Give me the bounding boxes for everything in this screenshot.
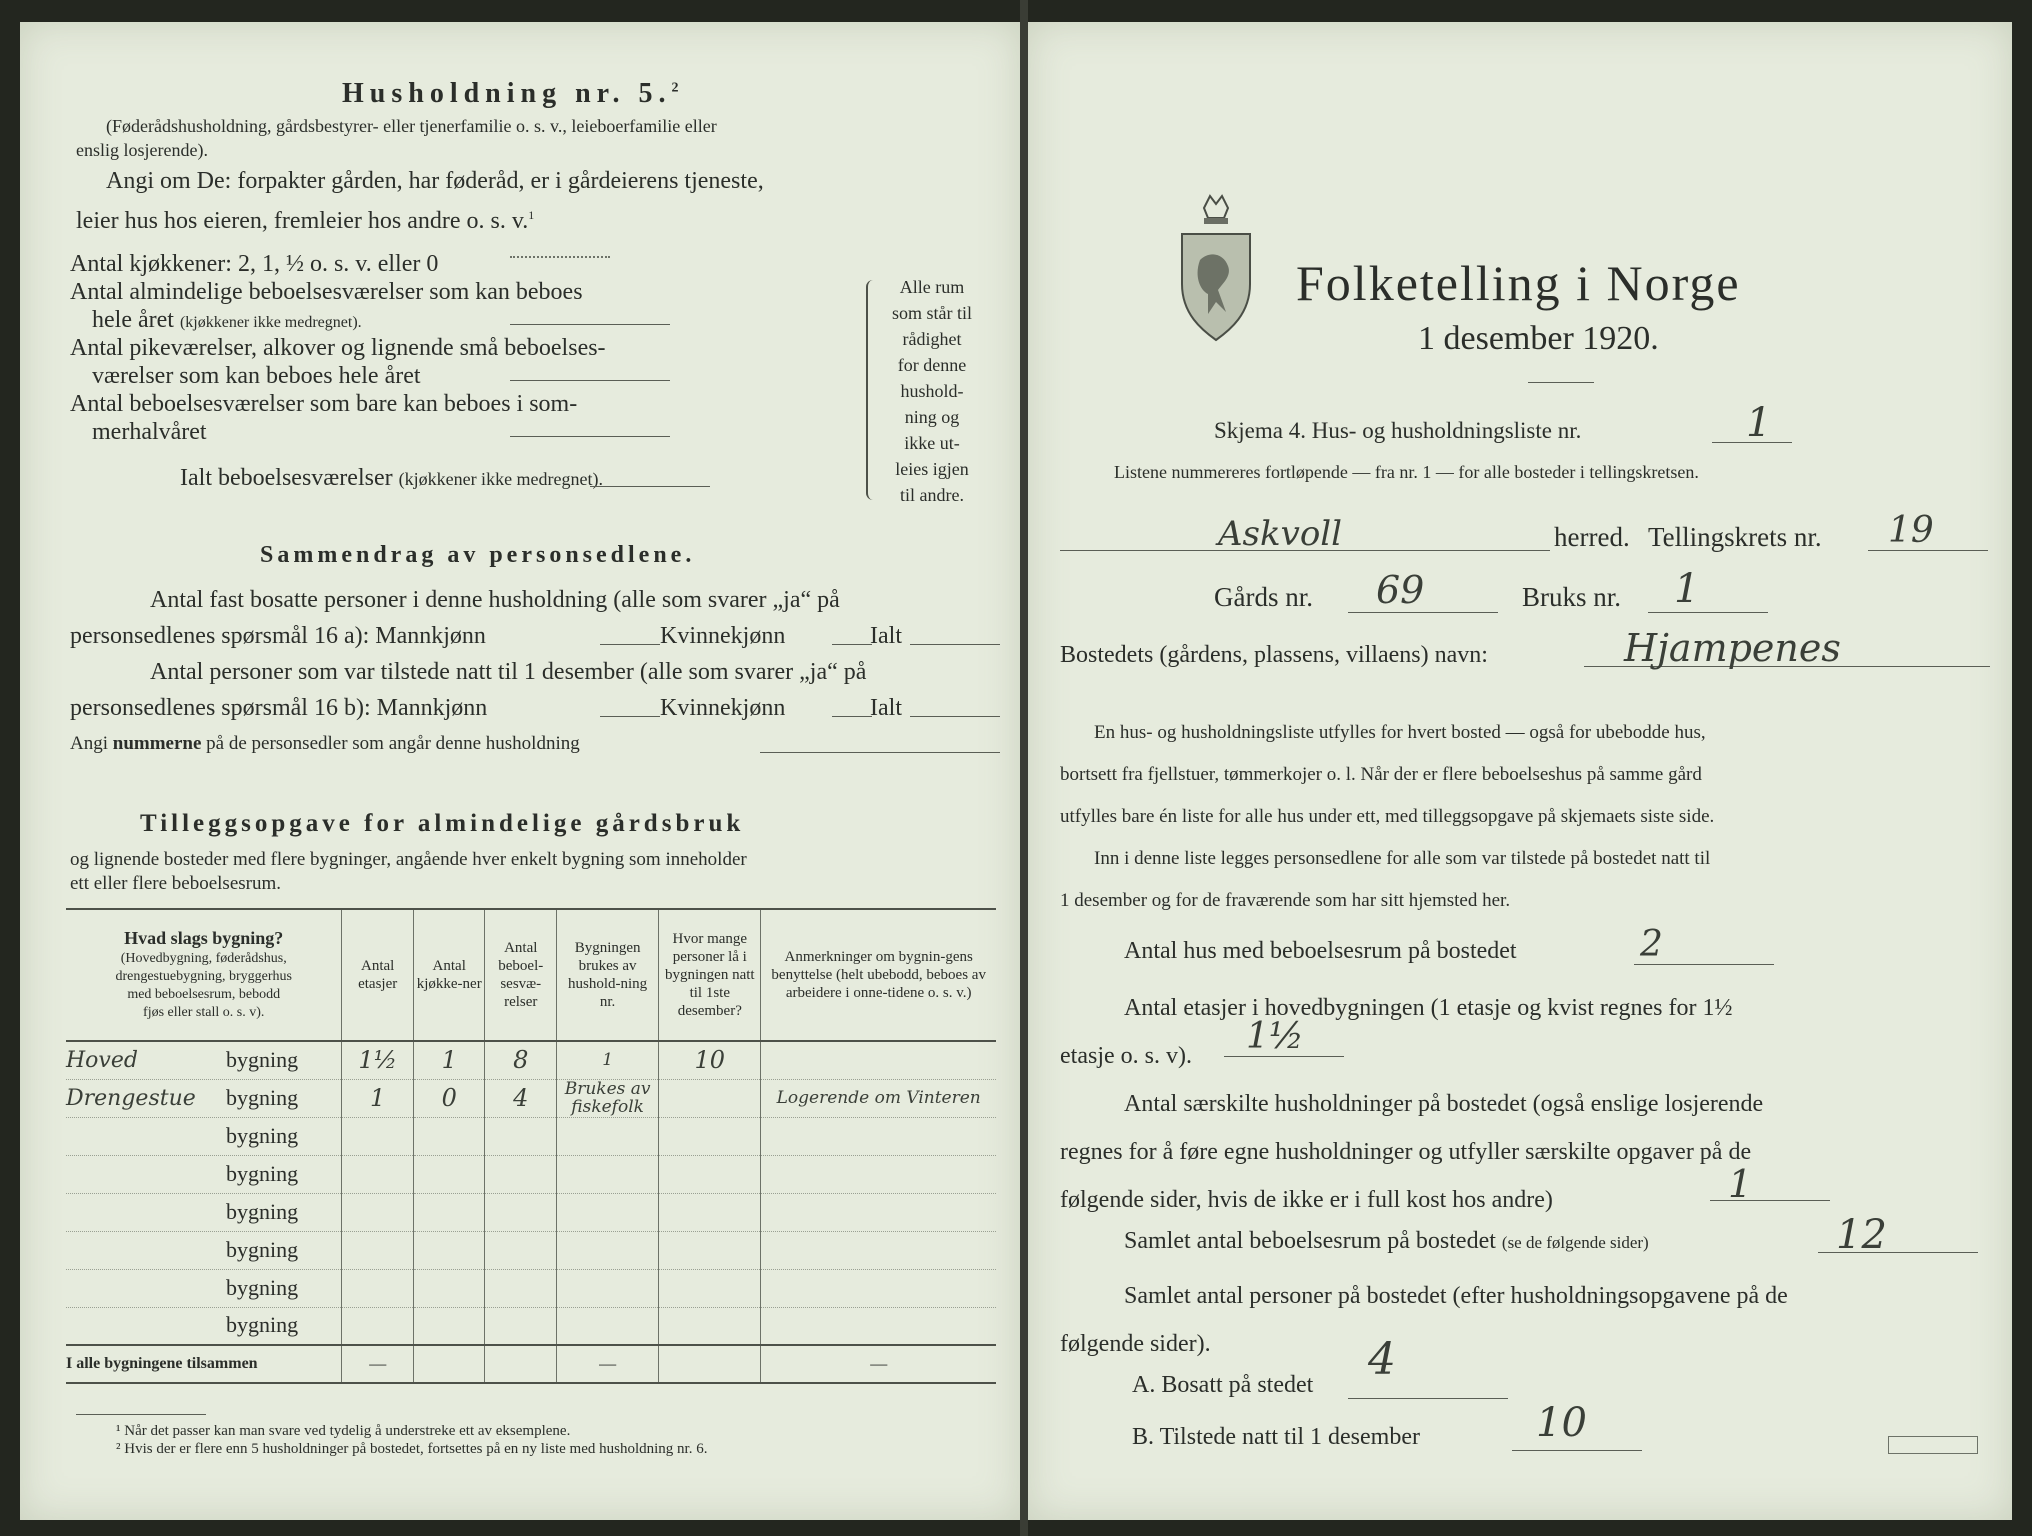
table-header-row [66,909,996,1041]
herred-label: herred. [1554,522,1630,552]
header-anmerkninger: Anmerkninger om bygnin-gens benyttelse (helt ubebodd, beboes av arbeidere i onne-tidene o. s. v.) [761,909,996,1041]
bosted-label: Bostedets (gårdens, plassens, villaens) navn: [1060,642,1488,668]
cell-husholdning: 1 [557,1041,659,1079]
cell-husholdning [557,1155,659,1193]
cell-kjokken [413,1155,485,1193]
cell-personer [659,1155,761,1193]
cell-husholdning [557,1231,659,1269]
total-vaerelser [485,1345,557,1383]
cell-personer [659,1193,761,1231]
building-name-cell [66,1307,342,1345]
cell-husholdning [557,1193,659,1231]
total-kjokkener [413,1345,485,1383]
cell-kjokken: 0 [413,1079,485,1117]
summary-block: Antal fast bosatte personer i denne husholdning (alle som svarer „ja“ på personsedlenes spørsmål 16 a): Mannkjønn Kvinnekjønn Ialt Antal personer som var tilstede natt til 1 desember (alle som svarer „ja“ på personsedlenes spørsmål 16 b): Mannkjønn Kvinnekjønn Ialt Angi nummerne på de personsedler som angår denne husholdning [70,582,1000,762]
q-husholdninger-value: 1 [1728,1162,1753,1206]
total-personer [659,1345,761,1383]
gards-value: 69 [1376,568,1425,612]
cell-vaerelser [485,1231,557,1269]
coat-of-arms-icon [1174,190,1258,350]
gards-rule [1348,612,1498,613]
printer-stamp [1888,1436,1978,1454]
cell-vaerelser: 4 [485,1079,557,1117]
cell-husholdning [557,1307,659,1345]
q-tilstede-value: 10 [1536,1400,1587,1446]
rooms-side-note: Alle rum som står til rådighet for denne hushold- ning og ikke ut- leies igjen til andre. [892,277,972,505]
building-name: Hoved [66,1047,138,1073]
q-etasjer-value: 1½ [1246,1016,1304,1057]
building-name-cell [66,1079,342,1117]
instructions: En hus- og husholdningsliste utfylles for hvert bosted — også for ubebodde hus, bortsett fra fjellstuer, tømmerkojer o. l. Når der er flere beboelseshus på samme gård utfylles bare én liste for alle hus under ett, med tilleggsopgave på skjemaets siste side. Inn i denne liste legges personsedlene for alle som var tilstede på bostedet natt til 1 desember og for de fraværende som har sitt hjemsted her. [1060,722,1715,911]
cell-vaerelser [485,1193,557,1231]
building-row-label: bygning [226,1160,299,1186]
cell-personer [659,1079,761,1117]
q-bosatt-rule [1348,1398,1508,1399]
page-fold [1020,0,1028,1536]
building-row-label: bygning [226,1312,299,1338]
form-title: Folketelling i Norge [1296,255,1741,311]
skjema-line: Skjema 4. Hus- og husholdningsliste nr. [1214,418,1582,443]
cell-kjokken [413,1231,485,1269]
building-name-cell [66,1155,342,1193]
cell-vaerelser [485,1155,557,1193]
table-row [66,1193,996,1231]
cell-kjokken: 1 [413,1041,485,1079]
cell-etasjer [342,1117,414,1155]
cell-anm [761,1231,996,1269]
cell-personer [659,1117,761,1155]
cell-etasjer [342,1155,414,1193]
cell-kjokken [413,1117,485,1155]
cell-husholdning [557,1117,659,1155]
q-personer: Samlet antal personer på bostedet (efter husholdningsopgavene på de følgende sider). [1060,1283,1788,1357]
buildings-table [66,908,996,1384]
cell-anm [761,1117,996,1155]
cell-husholdning: Brukes av fiskefolk [557,1079,659,1117]
herred-value: Askvoll [1218,514,1343,554]
q-husholdninger: Antal særskilte husholdninger på bostedet (også enslige losjerende regnes for å føre egne husholdninger og utfyller særskilte opgaver på de følgende sider, hvis de ikke er i full kost hos andre) [1060,1091,1764,1213]
title-rule [1528,382,1594,383]
building-row-label: bygning [226,1274,299,1300]
tellingskrets-label: Tellingskrets nr. [1648,522,1822,552]
table-row [66,1269,996,1307]
skjema-value: 1 [1746,400,1772,446]
q-rum-value: 12 [1836,1212,1887,1258]
building-row-label: bygning [226,1122,299,1148]
left-page [20,22,1020,1520]
q-etasjer: Antal etasjer i hovedbygningen (1 etasje og kvist regnes for 1½ etasje o. s. v). [1060,995,1733,1069]
right-page [1028,22,2012,1520]
cell-kjokken [413,1269,485,1307]
form-date: 1 desember 1920. [1418,320,1659,357]
cell-etasjer [342,1193,414,1231]
header-etasjer: Antal etasjer [342,909,414,1041]
building-name: Drengestue [66,1085,196,1111]
cell-kjokken [413,1307,485,1345]
building-name-cell [66,1041,342,1079]
cell-etasjer [342,1231,414,1269]
table-row [66,1231,996,1269]
q-hus-value: 2 [1640,924,1663,965]
q-bosatt-value: 4 [1368,1334,1396,1385]
header-building-type: Hvad slags bygning? (Hovedbygning, føderådshus, drengestuebygning, bryggerhus med beboelsesrum, bebodd fjøs eller stall o. s. v). [66,909,342,1041]
header-vaerelser: Antal beboel-sesvæ-relser [485,909,557,1041]
bruks-label: Bruks nr. [1522,582,1622,612]
total-anm: — [761,1345,996,1383]
cell-anm [761,1041,996,1079]
rooms-brace [866,280,880,500]
building-name-cell [66,1269,342,1307]
cell-personer [659,1269,761,1307]
household-intro: (Føderådshusholdning, gårdsbestyrer- eller tjenerfamilie o. s. v., leieboerfamilie eller enslig losjerende). [76,116,717,160]
total-husholdning: — [557,1345,659,1383]
building-row-label: bygning [226,1236,299,1262]
bruks-value: 1 [1674,566,1700,612]
rooms-block: Antal kjøkkener: 2, 1, ½ o. s. v. eller 0 Antal almindelige beboelsesværelser som kan beboes hele året (kjøkkener ikke medregnet). Antal pikeværelser, alkover og lignende små beboelses- værelser som kan beboes hele året Antal beboelsesværelser som bare kan beboes i som- merhalvåret Ialt beboelsesværelser (kjøkkener ikke medregnet). [70,250,690,492]
tellingskrets-value: 19 [1888,510,1934,551]
cell-etasjer [342,1269,414,1307]
cell-personer [659,1231,761,1269]
cell-husholdning [557,1269,659,1307]
cell-anm [761,1193,996,1231]
footnotes: ¹ Når det passer kan man svare ved tydelig å understreke ett av eksemplene. ² Hvis der er flere enn 5 husholdninger på bostedet, fortsettes på en ny liste med husholdning nr. 6. [116,1423,708,1457]
table-row [66,1079,996,1117]
supplement-text: og lignende bosteder med flere bygninger, angående hver enkelt bygning som inneholder ett eller flere beboelsesrum. [70,849,747,894]
summary-heading: Sammendrag av personsedlene. [260,542,696,568]
total-etasjer: — [342,1345,414,1383]
building-name-cell [66,1231,342,1269]
building-row-label: bygning [226,1198,299,1224]
cell-etasjer: 1½ [342,1041,414,1079]
angi-question: Angi om De: forpakter gården, har føderåd, er i gårdeierens tjeneste, leier hus hos eieren, fremleier hos andre o. s. v.$^1$ [76,168,764,234]
cell-anm [761,1269,996,1307]
cell-etasjer [342,1307,414,1345]
cell-vaerelser: 8 [485,1041,557,1079]
q-rum: Samlet antal beboelsesrum på bostedet (se de følgende sider) [1124,1228,1649,1254]
cell-anm [761,1307,996,1345]
header-personer: Hvor mange personer lå i bygningen natt til 1ste desember? [659,909,761,1041]
building-row-label: bygning [226,1046,299,1072]
table-row [66,1155,996,1193]
total-label: I alle bygningene tilsammen [66,1345,342,1383]
cell-anm: Logerende om Vinteren [761,1079,996,1117]
q-tilstede: B. Tilstede natt til 1 desember [1132,1424,1420,1450]
table-total-row [66,1345,996,1383]
table-row [66,1041,996,1079]
building-name-cell [66,1193,342,1231]
bosted-value: Hjampenes [1624,626,1841,670]
building-row-label: bygning [226,1084,299,1110]
header-kjokkener: Antal kjøkke-ner [413,909,485,1041]
numbering-note: Listene nummereres fortløpende — fra nr. 1 — for alle bosteder i tellingskretsen. [1114,462,1699,482]
cell-kjokken [413,1193,485,1231]
cell-vaerelser [485,1307,557,1345]
gards-label: Gårds nr. [1214,582,1313,612]
supplement-heading: Tilleggsopgave for almindelige gårdsbruk [140,810,745,837]
cell-etasjer: 1 [342,1079,414,1117]
q-tilstede-rule [1512,1450,1642,1451]
header-husholdning: Bygningen brukes av hushold-ning nr. [557,909,659,1041]
q-bosatt: A. Bosatt på stedet [1132,1372,1314,1398]
bruks-rule [1648,612,1768,613]
q-hus: Antal hus med beboelsesrum på bostedet [1124,938,1517,964]
cell-anm [761,1155,996,1193]
footnote-rule [76,1414,206,1415]
cell-personer: 10 [659,1041,761,1079]
cell-personer [659,1307,761,1345]
cell-vaerelser [485,1269,557,1307]
table-row [66,1117,996,1155]
building-name-cell [66,1117,342,1155]
table-row [66,1307,996,1345]
household-heading: Husholdning nr. 5.$^2$ [342,78,685,109]
cell-vaerelser [485,1117,557,1155]
